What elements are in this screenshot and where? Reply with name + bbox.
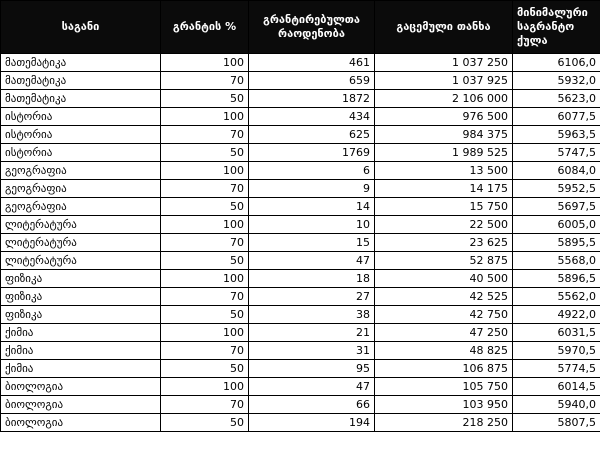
cell-allocated-amount: 976 500 — [375, 108, 513, 126]
cell-grant-percent: 70 — [161, 180, 249, 198]
cell-min-grant-score: 6077,5 — [513, 108, 600, 126]
cell-grant-percent: 50 — [161, 198, 249, 216]
cell-grant-percent: 50 — [161, 144, 249, 162]
cell-allocated-amount: 23 625 — [375, 234, 513, 252]
cell-grantees-count: 625 — [249, 126, 375, 144]
cell-subject: ლიტერატურა — [1, 216, 161, 234]
cell-grantees-count: 15 — [249, 234, 375, 252]
cell-subject: ლიტერატურა — [1, 234, 161, 252]
cell-grantees-count: 27 — [249, 288, 375, 306]
cell-grant-percent: 70 — [161, 288, 249, 306]
cell-grant-percent: 100 — [161, 216, 249, 234]
table-row — [1, 270, 600, 288]
header-grant-percent: გრანტის % — [161, 1, 249, 54]
cell-allocated-amount: 22 500 — [375, 216, 513, 234]
cell-allocated-amount: 47 250 — [375, 324, 513, 342]
cell-grant-percent: 50 — [161, 306, 249, 324]
cell-allocated-amount: 1 989 525 — [375, 144, 513, 162]
table-row — [1, 180, 600, 198]
cell-allocated-amount: 103 950 — [375, 396, 513, 414]
cell-min-grant-score: 5623,0 — [513, 90, 600, 108]
cell-grantees-count: 1872 — [249, 90, 375, 108]
cell-grant-percent: 50 — [161, 360, 249, 378]
cell-grantees-count: 95 — [249, 360, 375, 378]
cell-grantees-count: 1769 — [249, 144, 375, 162]
table-row — [1, 108, 600, 126]
cell-allocated-amount: 14 175 — [375, 180, 513, 198]
cell-min-grant-score: 5963,5 — [513, 126, 600, 144]
cell-subject: მათემატიკა — [1, 90, 161, 108]
cell-min-grant-score: 6084,0 — [513, 162, 600, 180]
cell-grantees-count: 21 — [249, 324, 375, 342]
cell-grantees-count: 461 — [249, 54, 375, 72]
cell-grant-percent: 100 — [161, 378, 249, 396]
cell-allocated-amount: 42 750 — [375, 306, 513, 324]
cell-subject: ისტორია — [1, 144, 161, 162]
cell-subject: ისტორია — [1, 108, 161, 126]
cell-min-grant-score: 5774,5 — [513, 360, 600, 378]
cell-min-grant-score: 6014,5 — [513, 378, 600, 396]
cell-grant-percent: 100 — [161, 324, 249, 342]
cell-min-grant-score: 5807,5 — [513, 414, 600, 432]
cell-grantees-count: 659 — [249, 72, 375, 90]
cell-subject: გეოგრაფია — [1, 180, 161, 198]
cell-grant-percent: 50 — [161, 90, 249, 108]
cell-grantees-count: 38 — [249, 306, 375, 324]
cell-min-grant-score: 6005,0 — [513, 216, 600, 234]
cell-subject: ქიმია — [1, 360, 161, 378]
cell-allocated-amount: 15 750 — [375, 198, 513, 216]
cell-min-grant-score: 5952,5 — [513, 180, 600, 198]
cell-min-grant-score: 5932,0 — [513, 72, 600, 90]
cell-grant-percent: 100 — [161, 162, 249, 180]
cell-grant-percent: 70 — [161, 342, 249, 360]
cell-allocated-amount: 48 825 — [375, 342, 513, 360]
cell-grantees-count: 9 — [249, 180, 375, 198]
cell-grantees-count: 18 — [249, 270, 375, 288]
cell-grantees-count: 10 — [249, 216, 375, 234]
cell-min-grant-score: 6031,5 — [513, 324, 600, 342]
cell-allocated-amount: 105 750 — [375, 378, 513, 396]
table-row — [1, 162, 600, 180]
cell-allocated-amount: 2 106 000 — [375, 90, 513, 108]
cell-subject: ბიოლოგია — [1, 414, 161, 432]
table-row — [1, 72, 600, 90]
cell-grant-percent: 100 — [161, 54, 249, 72]
cell-subject: მათემატიკა — [1, 54, 161, 72]
header-grantees-count: გრანტირებულთა რაოდენობა — [249, 1, 375, 54]
cell-subject: ფიზიკა — [1, 306, 161, 324]
cell-allocated-amount: 1 037 925 — [375, 72, 513, 90]
table-row — [1, 216, 600, 234]
cell-min-grant-score: 6106,0 — [513, 54, 600, 72]
table-row — [1, 234, 600, 252]
cell-grantees-count: 434 — [249, 108, 375, 126]
cell-grantees-count: 6 — [249, 162, 375, 180]
cell-subject: ბიოლოგია — [1, 378, 161, 396]
cell-min-grant-score: 5747,5 — [513, 144, 600, 162]
header-min-grant-score: მინიმალური საგრანტო ქულა — [513, 1, 600, 54]
cell-allocated-amount: 13 500 — [375, 162, 513, 180]
cell-allocated-amount: 40 500 — [375, 270, 513, 288]
cell-allocated-amount: 52 875 — [375, 252, 513, 270]
cell-min-grant-score: 5697,5 — [513, 198, 600, 216]
header-subject: საგანი — [1, 1, 161, 54]
cell-grantees-count: 47 — [249, 252, 375, 270]
table-row — [1, 396, 600, 414]
cell-grantees-count: 47 — [249, 378, 375, 396]
table-header — [1, 1, 600, 54]
cell-grant-percent: 50 — [161, 414, 249, 432]
cell-min-grant-score: 4922,0 — [513, 306, 600, 324]
table-row — [1, 306, 600, 324]
table-row — [1, 54, 600, 72]
cell-min-grant-score: 5896,5 — [513, 270, 600, 288]
table-row — [1, 378, 600, 396]
cell-grant-percent: 100 — [161, 270, 249, 288]
table-row — [1, 126, 600, 144]
table-row — [1, 324, 600, 342]
table-row — [1, 414, 600, 432]
cell-grantees-count: 14 — [249, 198, 375, 216]
cell-allocated-amount: 106 875 — [375, 360, 513, 378]
cell-subject: გეოგრაფია — [1, 162, 161, 180]
table-row — [1, 342, 600, 360]
cell-allocated-amount: 984 375 — [375, 126, 513, 144]
cell-grant-percent: 50 — [161, 252, 249, 270]
table-row — [1, 252, 600, 270]
cell-subject: ლიტერატურა — [1, 252, 161, 270]
cell-min-grant-score: 5895,5 — [513, 234, 600, 252]
table-body — [1, 54, 600, 432]
cell-grant-percent: 100 — [161, 108, 249, 126]
cell-subject: მათემატიკა — [1, 72, 161, 90]
cell-allocated-amount: 42 525 — [375, 288, 513, 306]
cell-grant-percent: 70 — [161, 72, 249, 90]
cell-subject: ფიზიკა — [1, 288, 161, 306]
cell-subject: ისტორია — [1, 126, 161, 144]
cell-grantees-count: 66 — [249, 396, 375, 414]
cell-min-grant-score: 5940,0 — [513, 396, 600, 414]
cell-allocated-amount: 1 037 250 — [375, 54, 513, 72]
cell-allocated-amount: 218 250 — [375, 414, 513, 432]
header-allocated-amount: გაცემული თანხა — [375, 1, 513, 54]
table-row — [1, 144, 600, 162]
cell-grant-percent: 70 — [161, 396, 249, 414]
cell-grantees-count: 31 — [249, 342, 375, 360]
cell-subject: ფიზიკა — [1, 270, 161, 288]
cell-subject: გეოგრაფია — [1, 198, 161, 216]
table-row — [1, 360, 600, 378]
table-row — [1, 288, 600, 306]
cell-grantees-count: 194 — [249, 414, 375, 432]
cell-grant-percent: 70 — [161, 126, 249, 144]
cell-grant-percent: 70 — [161, 234, 249, 252]
table-row — [1, 90, 600, 108]
header-row — [1, 1, 600, 54]
cell-subject: ქიმია — [1, 324, 161, 342]
cell-subject: ქიმია — [1, 342, 161, 360]
cell-min-grant-score: 5562,0 — [513, 288, 600, 306]
table-row — [1, 198, 600, 216]
cell-subject: ბიოლოგია — [1, 396, 161, 414]
cell-min-grant-score: 5970,5 — [513, 342, 600, 360]
cell-min-grant-score: 5568,0 — [513, 252, 600, 270]
